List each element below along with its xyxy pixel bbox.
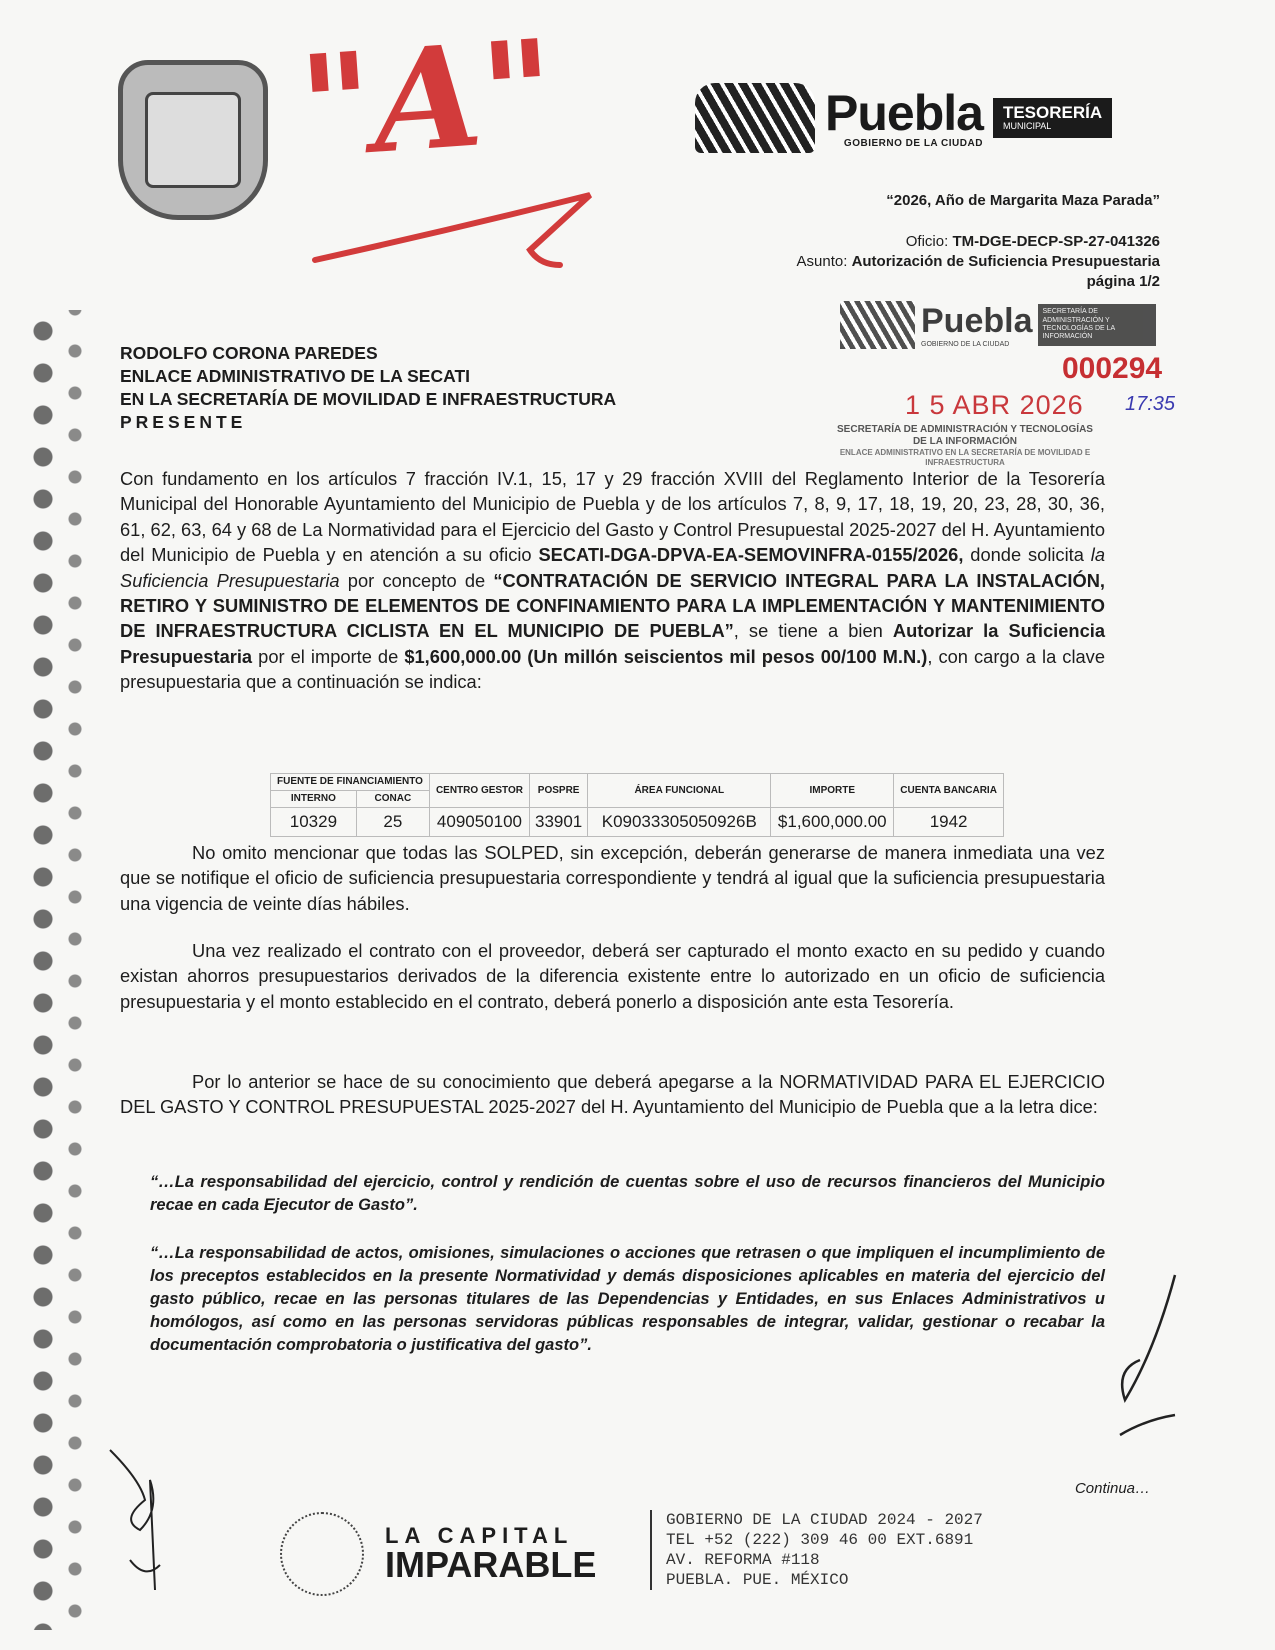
stamp-secretaria-text xyxy=(815,424,1115,468)
stamp-line-3: ENLACE ADMINISTRATIVO EN LA SECRETARÍA DE MOVILIDAD E INFRAESTRUCTURA xyxy=(839,448,1091,467)
header-centro-gestor: CENTRO GESTOR xyxy=(429,774,529,808)
paragraph-authorization xyxy=(120,466,1105,695)
continues-label: Continua… xyxy=(1074,1480,1150,1497)
cell-centro-gestor: 409050100 xyxy=(429,808,529,837)
stamp-line-2: DE LA INFORMACIÓN xyxy=(912,436,1018,447)
concept-title: “CONTRATACIÓN DE SERVICIO INTEGRAL PARA LA INSTALACIÓN, RETIRO Y SUMINISTRO DE ELEMENTOS DE CONFINAMIENTO PARA LA IMPLEMENTACIÓN Y MANTENIMIENTO DE INFRAESTRUCTURA CICLISTA EN EL MUNICIPIO DE PUEBLA” xyxy=(120,569,1105,642)
paragraph-normatividad: Por lo anterior se hace de su conocimiento que deberá apegarse a la NORMATIVIDAD PARA EL EJERCICIO DEL GASTO Y CONTROL PRESUPUESTAL 2025-2027 del H. Ayuntamiento del Municipio de Puebla que a la letra dice: xyxy=(120,1071,1105,1118)
quote-responsabilidad-ejercicio: “…La responsabilidad del ejercicio, control y rendición de cuentas sobre el uso de recursos financieros del Municipio recae en cada Ejecutor de Gasto”. xyxy=(150,1173,1105,1214)
document-reference xyxy=(797,232,1160,292)
header-area-funcional: ÁREA FUNCIONAL xyxy=(588,774,771,808)
signature xyxy=(1105,1270,1185,1440)
budget-key-table xyxy=(270,773,1004,837)
p1-text: , se tiene a bien xyxy=(733,620,893,642)
puebla-tesoreria-logo xyxy=(695,78,1165,158)
header-fuente: FUENTE DE FINANCIAMIENTO xyxy=(271,774,430,791)
cell-pospre: 33901 xyxy=(529,808,587,837)
page-number: página 1/2 xyxy=(1086,273,1160,290)
p1-text: donde solicita xyxy=(963,544,1091,566)
cell-interno: 10329 xyxy=(271,808,357,837)
receipt-stamp-logo xyxy=(840,300,1180,350)
footer-city: PUEBLA. PUE. MÉXICO xyxy=(666,1571,849,1589)
addressee-block xyxy=(120,342,616,434)
stamp-line-1: SECRETARÍA DE ADMINISTRACIÓN Y TECNOLOGÍAS xyxy=(837,424,1093,435)
header-pospre: POSPRE xyxy=(529,774,587,808)
initials-signature xyxy=(100,1440,190,1600)
addressee-title: ENLACE ADMINISTRATIVO DE LA SECATI xyxy=(120,366,470,386)
p1-text: Con fundamento en los artículos 7 fracción IV.1, 15, 17 y 29 fracción XVIII del Reglamento Interior de la Tesorería Municipal del Honorable Ayuntamiento del Municipio de Puebla y de los artículos 7, 8, 9, 17, 18, 19, 20, 23, 28, 30, 36, 61, 62, 63, 64 y 68 de La Normatividad para el Ejercicio del Gasto y Control Presupuestal 2025-2027 del H. Ayuntamiento del Municipio de Puebla y en atención a su oficio xyxy=(120,468,1105,566)
header-conac: CONAC xyxy=(356,791,429,808)
capital-line-1: LA CAPITAL xyxy=(385,1523,574,1548)
p1-italic: la Suficiencia Presupuestaria xyxy=(120,544,1106,591)
stamp-logo-sub: GOBIERNO DE LA CIUDAD xyxy=(921,341,1010,348)
header-interno: INTERNO xyxy=(271,791,357,808)
handwritten-red-a-mark: "A" xyxy=(294,9,560,191)
cell-conac: 25 xyxy=(356,808,429,837)
cell-importe: $1,600,000.00 xyxy=(771,808,894,837)
footer-phone: TEL +52 (222) 309 46 00 EXT.6891 xyxy=(666,1531,974,1549)
table-row xyxy=(271,808,1004,837)
stamp-logo-text: Puebla xyxy=(921,302,1033,340)
stamp-logo-art xyxy=(840,301,915,349)
logo-puebla-text: Puebla xyxy=(825,84,983,141)
logo-gobierno-text: GOBIERNO DE LA CIUDAD xyxy=(843,137,983,149)
oficio-label: Oficio: xyxy=(905,233,953,250)
decorative-border xyxy=(28,310,90,1630)
handwritten-time: 17:35 xyxy=(1125,393,1176,415)
addressee-name: RODOLFO CORONA PAREDES xyxy=(120,343,378,363)
paragraph-contrato: Una vez realizado el contrato con el proveedor, deberá ser capturado el monto exacto en su pedido y cuando existan ahorros presupuestarios derivados de la diferencia existente entre lo autorizado en un oficio de suficiencia presupuestaria y el monto establecido en el contrato, deberá ponerlo a disposición ante esta Tesorería. xyxy=(120,940,1105,1012)
paragraph-solped: No omito mencionar que todas las SOLPED, sin excepción, deberán generarse de manera inmediata una vez que se notifique el oficio de suficiencia presupuestaria correspondiente y tendrá al igual que la suficiencia presupuestaria una vigencia de veinte días hábiles. xyxy=(120,842,1105,914)
seal-emblem xyxy=(145,92,241,188)
footer-government: GOBIERNO DE LA CIUDAD 2024 - 2027 xyxy=(666,1511,983,1529)
stamp-secretaria-box: SECRETARÍA DE ADMINISTRACIÓN Y TECNOLOGÍAS DE LA INFORMACIÓN xyxy=(1038,304,1156,346)
received-date-stamp: 1 5 ABR 2026 xyxy=(905,390,1084,420)
equality-certification-seal xyxy=(280,1512,364,1596)
puebla-logo-art xyxy=(695,83,815,153)
tesoreria-badge xyxy=(993,98,1112,139)
tesoreria-sub-text: MUNICIPAL xyxy=(1002,121,1052,132)
authorized-amount: $1,600,000.00 (Un millón seiscientos mil pesos 00/100 M.N.) xyxy=(404,645,928,667)
capital-line-2: IMPARABLE xyxy=(385,1544,597,1585)
cell-area-funcional: K09033305050926B xyxy=(588,808,771,837)
tesoreria-text: TESORERÍA xyxy=(1002,102,1103,122)
p1-text: por el importe de xyxy=(252,645,405,667)
city-coat-of-arms-logo xyxy=(118,60,268,220)
addressee-presente: PRESENTE xyxy=(120,412,247,432)
cell-cuenta-bancaria: 1942 xyxy=(894,808,1004,837)
asunto-label: Asunto: xyxy=(796,253,852,270)
handwritten-red-underline xyxy=(300,180,610,280)
addressee-department: EN LA SECRETARÍA DE MOVILIDAD E INFRAESTRUCTURA xyxy=(120,389,617,409)
request-oficio-number: SECATI-DGA-DPVA-EA-SEMOVINFRA-0155/2026, xyxy=(538,544,964,566)
footer-contact xyxy=(650,1510,983,1590)
asunto-value: Autorización de Suficiencia Presupuestaria xyxy=(851,253,1160,270)
oficio-number: TM-DGE-DECP-SP-27-041326 xyxy=(952,233,1160,250)
p1-text: , con cargo a la clave presupuestaria que a continuación se indica: xyxy=(120,645,1105,693)
footer-address: AV. REFORMA #118 xyxy=(666,1551,820,1569)
folio-number-stamp: 000294 xyxy=(1062,352,1163,385)
header-importe: IMPORTE xyxy=(771,774,894,808)
la-capital-imparable-logo xyxy=(385,1525,596,1583)
year-motto: “2026, Año de Margarita Maza Parada” xyxy=(886,192,1160,209)
authorization-phrase: Autorizar la Suficiencia Presupuestaria xyxy=(120,620,1106,667)
p1-text: por concepto de xyxy=(339,569,494,591)
quote-responsabilidad-actos: “…La responsabilidad de actos, omisiones, simulaciones o acciones que retrasen o que impliquen el incumplimiento de los preceptos establecidos en la presente Normatividad y demás disposiciones aplicables en materia del ejercicio del gasto público, recae en las personas titulares de las Dependencias y Entidades, en sus Enlaces Administrativos u homólogos, así como en las personas servidoras públicas responsables de integrar, validar, gestionar o recabar la documentación comprobatoria o justificativa del gasto”. xyxy=(150,1244,1105,1354)
header-cuenta-bancaria: CUENTA BANCARIA xyxy=(894,774,1004,808)
